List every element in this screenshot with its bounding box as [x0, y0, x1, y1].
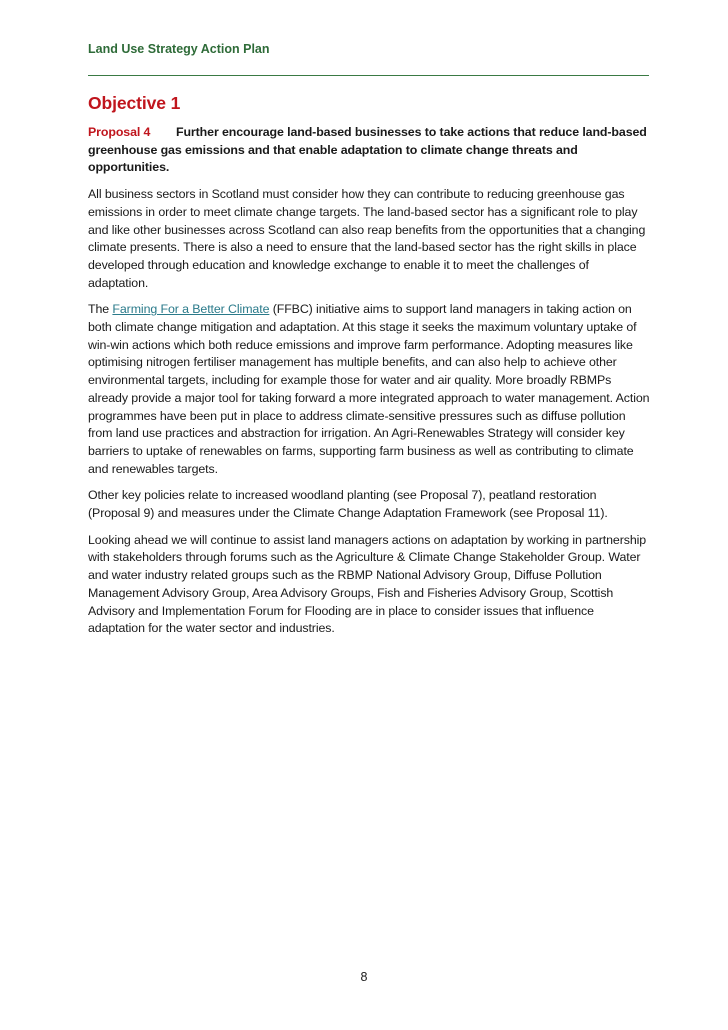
proposal-heading: [88, 124, 650, 177]
paragraph-ffbc-body: (FFBC) initiative aims to support land managers in taking action on both climate change mitigation and adaptation. At this stage it seeks the maximum voluntary uptake of win-win actions which both reduce emissions and improve farm performance. Adopting measures like optimising nitrogen fertiliser management has multiple benefits, and can also help to achieve other environmental targets, including for example those for water and air quality. More broadly RBMPs already provide a major tool for taking forward a more integrated approach to water management. Action programmes have been put in place to address climate-sensitive pressures such as diffuse pollution from land use practices and abstraction for irrigation. An Agri-Renewables Strategy will consider key barriers to uptake of renewables on farms, supporting farm business as well as contributing to climate and renewables targets.: [88, 302, 650, 476]
paragraph-ffbc: [88, 301, 650, 478]
page-body: [88, 92, 650, 647]
proposal-number: Proposal 4: [88, 125, 151, 139]
paragraph-looking-ahead: Looking ahead we will continue to assist land managers actions on adaptation by working in partnership with stakeholders through forums such as the Agriculture & Climate Change Stakeholder Group. Water and water industry related groups such as the RBMP National Advisory Group, Diffuse Pollution Management Advisory Group, Area Advisory Groups, Fish and Fisheries Advisory Group, Scottish Advisory and Implementation Forum for Flooding are in place to consider issues that influence adaptation for the water sector and industries.: [88, 532, 647, 636]
ffbc-link[interactable]: Farming For a Better Climate: [112, 302, 270, 317]
paragraph-business-sectors: All business sectors in Scotland must consider how they can contribute to reducing greenhouse gas emissions in order to meet climate change targets. The land-based sector has a significant role to play and like other businesses across Scotland can also reap benefits from the opportunities that a changing climate presents. There is also a need to ensure that the land-based sector has the right skills in place developed through education and knowledge exchange to enable it to meet the challenges of adaptation.: [88, 187, 646, 290]
page-number: 8: [360, 970, 368, 984]
proposal-title: Further encourage land-based businesses to take actions that reduce land-based greenhouse gas emissions and that enable adaptation to climate change threats and opportunities.: [88, 125, 647, 175]
running-header: Land Use Strategy Action Plan: [88, 42, 270, 56]
header-divider: [88, 75, 649, 76]
objective-heading: Objective 1: [88, 93, 181, 113]
paragraph-key-policies: Other key policies relate to increased woodland planting (see Proposal 7), peatland restoration (Proposal 9) and measures under the Climate Change Adaptation Framework (see Proposal 11).: [88, 488, 608, 521]
paragraph-ffbc-intro: The: [88, 302, 113, 317]
